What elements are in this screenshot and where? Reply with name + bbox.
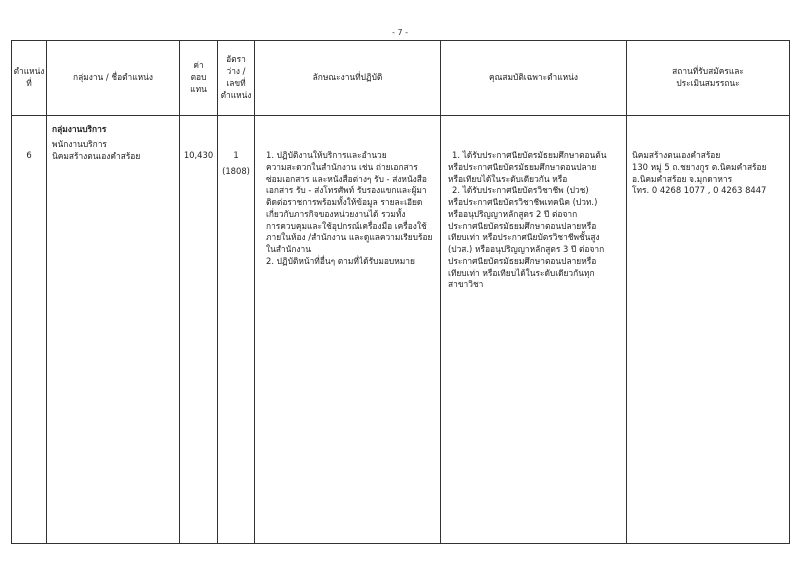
group-position-cell [47,116,180,544]
header-qualifications: คุณสมบัติเฉพาะตำแหน่ง [441,41,627,116]
qualifications-cell: 1. ได้รับประกาศนียบัตรมัธยมศึกษาตอนต้น หรือประกาศนียบัตรมัธยมศึกษาตอนปลาย หรือเทียบได้ในระดับเดียวกัน หรือ 2. ได้รับประกาศนียบัตรวิชาชีพ (ปวช) หรือประกาศนียบัตรวิชาชีพเทคนิค (ปวท.) หรืออนุปริญญาหลักสูตร 2 ปี ต่อจาก ประกาศนียบัตรมัธยมศึกษาตอนปลายหรือ เทียบเท่า หรือประกาศนียบัตรวิชาชีพชั้นสูง (ปวส.) หรืออนุปริญญาหลักสูตร 3 ปี ต่อจาก ประกาศนียบัตรมัธยมศึกษาตอนปลายหรือ เทียบเท่า หรือเทียบได้ในระดับเดียวกันทุก สาขาวิชา [441,116,627,544]
duties-cell: 1. ปฏิบัติงานให้บริการและอำนวย ความสะดวกในสำนักงาน เช่น ถ่ายเอกสาร ซ่อมเอกสาร และหนังสือต่างๆ รับ - ส่งหนังสือ เอกสาร รับ - ส่งโทรศัพท์ รับรองแขกและผู้มา ติดต่อราชการพร้อมทั้งให้ข้อมูล รายละเอียด เกี่ยวกับภารกิจของหน่วยงานได้ รวมทั้ง การควบคุมและใช้อุปกรณ์เครื่องมือ เครื่องใช้ ภายในห้อง /สำนักงาน และดูแลความเรียบร้อย ในสำนักงาน 2. ปฏิบัติหน้าที่อื่นๆ ตามที่ได้รับมอบหมาย [255,116,441,544]
table-row [12,116,790,544]
compensation-cell: 10,430 [180,116,218,544]
group-name: กลุ่มงานบริการ [52,124,107,134]
position-table [11,40,790,544]
position-unit: นิคมสร้างตนเองคำสร้อย [52,150,141,161]
table-header-row [12,41,790,116]
location-cell: นิคมสร้างตนเองคำสร้อย 130 หมู่ 5 ถ.ชยางกูร ต.นิคมคำสร้อย อ.นิคมคำสร้อย จ.มุกดาหาร โทร. 0 4268 1077 , 0 4263 8447 [627,116,790,544]
header-location: สถานที่รับสมัครและ ประเมินสมรรถนะ [627,41,790,116]
header-group-position: กลุ่มงาน / ชื่อตำแหน่ง [47,41,180,116]
header-duties: ลักษณะงานที่ปฏิบัติ [255,41,441,116]
page-number: - 7 - [392,28,408,37]
header-vacancy: อัตรา ว่าง / เลขที่ ตำแหน่ง [218,41,255,116]
header-position-no: ตำแหน่ง ที่ [12,41,47,116]
header-compensation: ค่า ตอบ แทน [180,41,218,116]
position-number-cell: 6 [12,116,47,544]
vacancy-cell: 1 (1808) [218,116,255,544]
position-title: พนักงานบริการ [52,138,107,149]
